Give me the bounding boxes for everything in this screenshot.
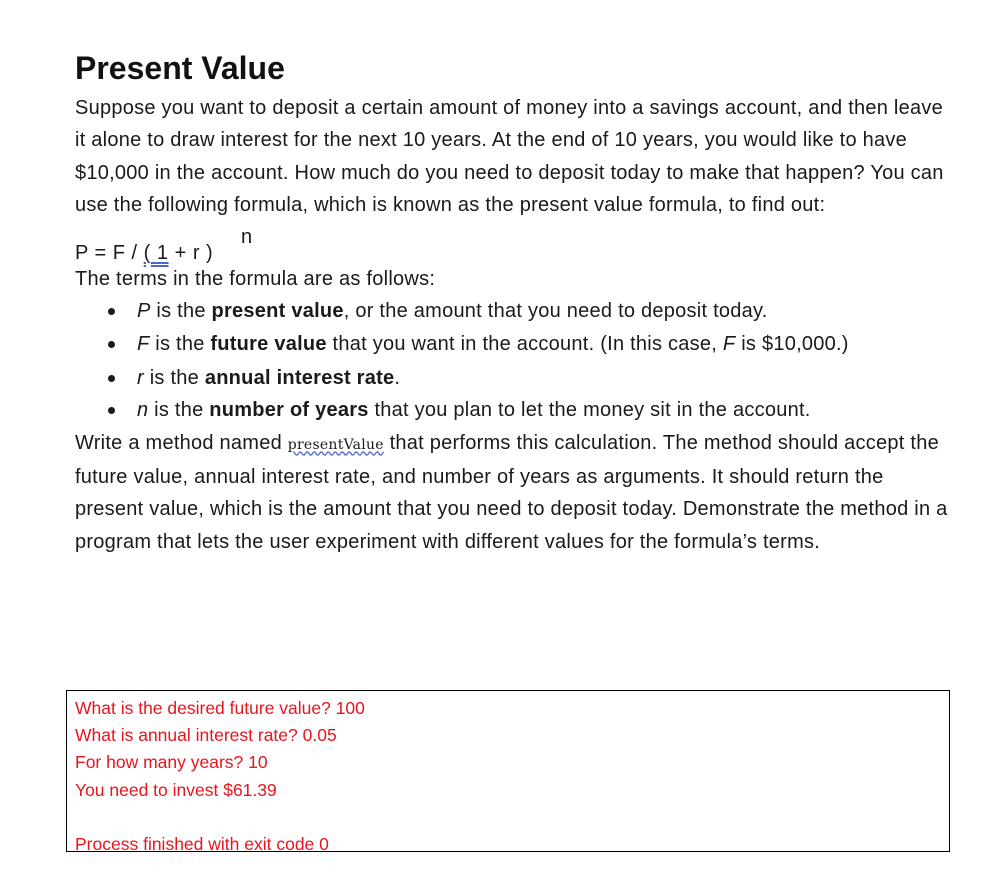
method-name-code: presentValue — [287, 436, 384, 453]
term-text: is the — [148, 399, 210, 422]
page-title: Present Value — [75, 50, 285, 86]
term-variable: F — [137, 332, 150, 355]
term-name: annual interest rate — [204, 367, 395, 390]
formula-open-paren-one — [144, 242, 169, 264]
term-variable: n — [137, 399, 149, 422]
term-name: future value — [210, 332, 327, 355]
term-variable: r — [137, 367, 144, 390]
task-text-pre: Write a method named — [75, 431, 288, 454]
task-text-post: that performs this calculation. The method should accept the future value, annual interest rate, and number of years as arguments. It should return the present value, which is the amount that you need to deposit today. Demonstrate the method in a program that lets the user experiment with different values for the formula’s terms. — [75, 431, 948, 553]
term-text: is the — [149, 332, 211, 355]
present-value-formula — [75, 227, 955, 263]
formula-open-paren: ( — [143, 242, 151, 265]
console-blank-line — [75, 804, 949, 831]
term-variable: P — [137, 300, 151, 323]
formula-exponent: n — [241, 226, 253, 249]
console-line: What is the desired future value? 100 — [75, 698, 365, 718]
term-variable: F — [722, 332, 736, 355]
bullet-icon — [108, 407, 115, 414]
term-description: is $10,000.) — [735, 332, 849, 355]
intro-paragraph: Suppose you want to deposit a certain amount of money into a savings account, and then leave it alone to draw interest for the next 10 years. At the end of 10 years, you would like to have $10,000 in the account. How much do you need to deposit today to make that happen? You can use the following formula, which is known as the present value formula, to find out: — [75, 97, 944, 216]
bullet-icon — [108, 375, 115, 382]
console-exit-message: Process finished with exit code 0 — [75, 834, 329, 854]
console-line: You need to invest $61.39 — [75, 779, 277, 800]
console-line: What is annual interest rate? 0.05 — [75, 725, 337, 746]
term-name: present value — [211, 300, 344, 323]
terms-list — [75, 295, 955, 426]
document — [75, 48, 955, 558]
list-item — [75, 362, 955, 394]
console-output — [66, 690, 950, 852]
term-description: that you plan to let the money sit in the account. — [368, 399, 811, 422]
formula-lhs: P = F / — [75, 242, 144, 265]
list-item — [75, 394, 955, 426]
term-description: , or the amount that you need to deposit today. — [343, 300, 768, 323]
term-text: is the — [150, 300, 212, 323]
term-description: that you want in the account. (In this case, — [326, 332, 723, 355]
formula-rest: + r ) — [168, 242, 214, 265]
terms-intro: The terms in the formula are as follows: — [75, 268, 436, 291]
bullet-icon — [108, 308, 115, 315]
console-line: For how many years? 10 — [75, 752, 268, 773]
task-paragraph — [75, 427, 955, 558]
term-description: . — [394, 367, 401, 390]
list-item — [75, 328, 955, 360]
formula-base — [75, 237, 213, 269]
list-item — [75, 295, 955, 327]
formula-one: 1 — [156, 242, 169, 265]
term-text: is the — [143, 367, 205, 390]
term-name: number of years — [209, 399, 369, 422]
bullet-icon — [108, 341, 115, 348]
